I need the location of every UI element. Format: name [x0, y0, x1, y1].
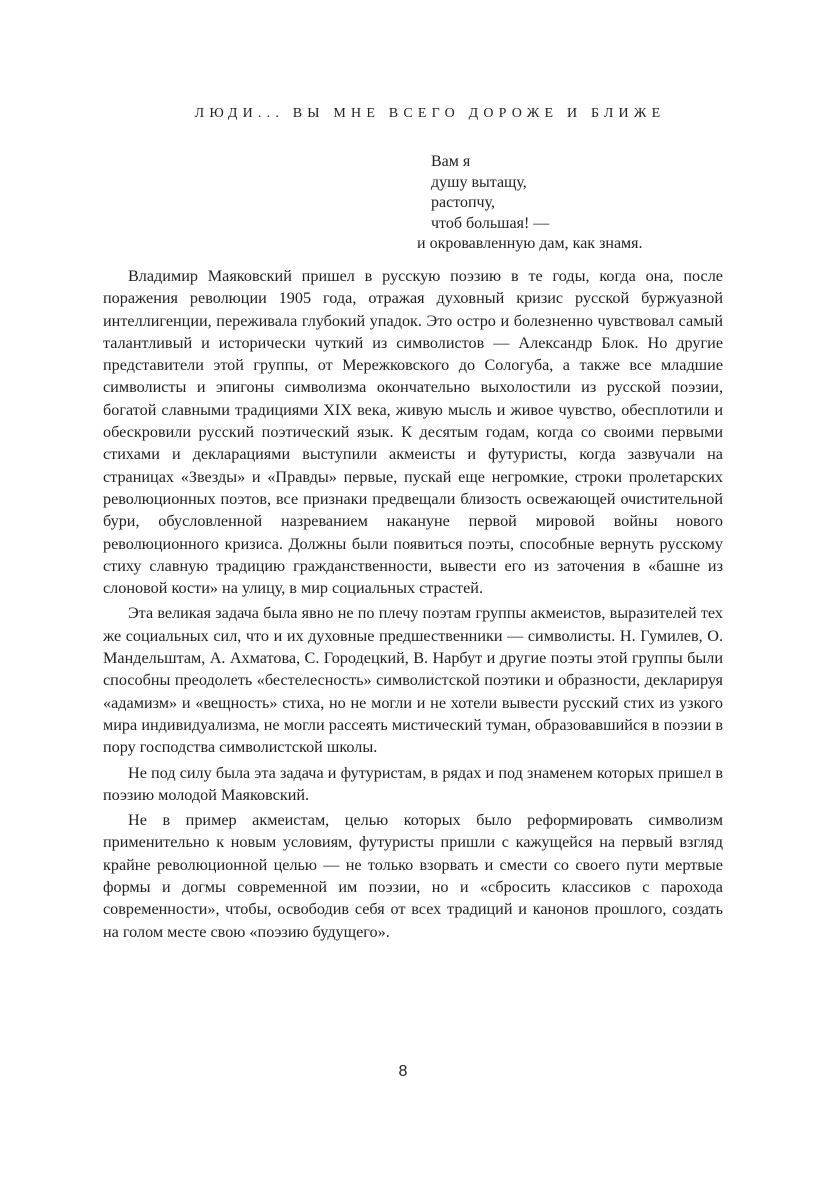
paragraph: Не в пример акмеистам, целью которых было реформировать символизм применительно к новым условиям, футуристы пришли с кажущейся на первый взгляд крайне революционной целью — не только взорвать и смести со своего пути мертвые формы и догмы современной им поэзии, но и «сбросить классиков с парохода современности», чтобы, освободив себя от всех традиций и канонов прошлого, создать на голом месте свою «поэзию будущего».: [103, 811, 723, 941]
epigraph-line: чтоб большая! —: [431, 214, 550, 232]
epigraph: [417, 152, 643, 255]
body-text: [103, 265, 723, 943]
epigraph-line: и окровавленную дам, как знамя.: [417, 235, 643, 252]
paragraph: Эта великая задача была явно не по плечу поэтам группы акмеистов, выразителей тех же социальных сил, что и их духовные предшественники — символисты. Н. Гумилев, О. Мандельштам, А. Ахматова, С. Городецкий, В. Нарбут и другие поэты этой группы были способны преодолеть «бестелесность» символистской поэтики и образности, декларируя «адамизм» и «вещность» стиха, но не могли и не хотели вывести русский стих из узкого мира индивидуализма, не могли рассеять мистический туман, образовавшийся в поэзии в пору господства символистской школы.: [103, 604, 723, 757]
running-head: ЛЮДИ... ВЫ МНЕ ВСЕГО ДОРОЖЕ И БЛИЖЕ: [194, 106, 666, 121]
epigraph-line: растопчу,: [431, 194, 495, 211]
epigraph-line: Вам я: [431, 153, 471, 170]
paragraph: Владимир Маяковский пришел в русскую поэзию в те годы, когда она, после поражения революции 1905 года, отражая духовный кризис русской буржуазной интеллигенции, переживала глубокий упадок. Это остро и болезненно чувствовал самый талантливый и исторически чуткий из символистов — Александр Блок. Но другие представители этой группы, от Мережковского до Сологуба, а также все младшие символисты и эпигоны символизма окончательно выхолостили из русской поэзии, богатой славными традициями XIX века, живую мысль и живое чувство, обесплотили и обескровили русский поэтический язык. К десятым годам, когда со своими первыми стихами и декларациями выступили акмеисты и футуристы, когда зазвучали на страницах «Звезды» и «Правды» первые, пускай еще негромкие, строки пролетарских революционных поэтов, все признаки предвещали близость освежающей очистительной бури, обусловленной назреванием накануне первой мировой войны нового революционного кризиса. Должны были появиться поэты, способные вернуть русскому стиху славную традицию гражданственности, вывести его из заточения в «башне из слоновой кости» на улицу, в мир социальных страстей.: [103, 267, 723, 598]
page-number: 8: [398, 1063, 408, 1080]
paragraph: Не под силу была эта задача и футуристам, в рядах и под знаменем которых пришел в поэзию молодой Маяковский.: [103, 763, 723, 804]
epigraph-line: душу вытащу,: [431, 173, 527, 191]
